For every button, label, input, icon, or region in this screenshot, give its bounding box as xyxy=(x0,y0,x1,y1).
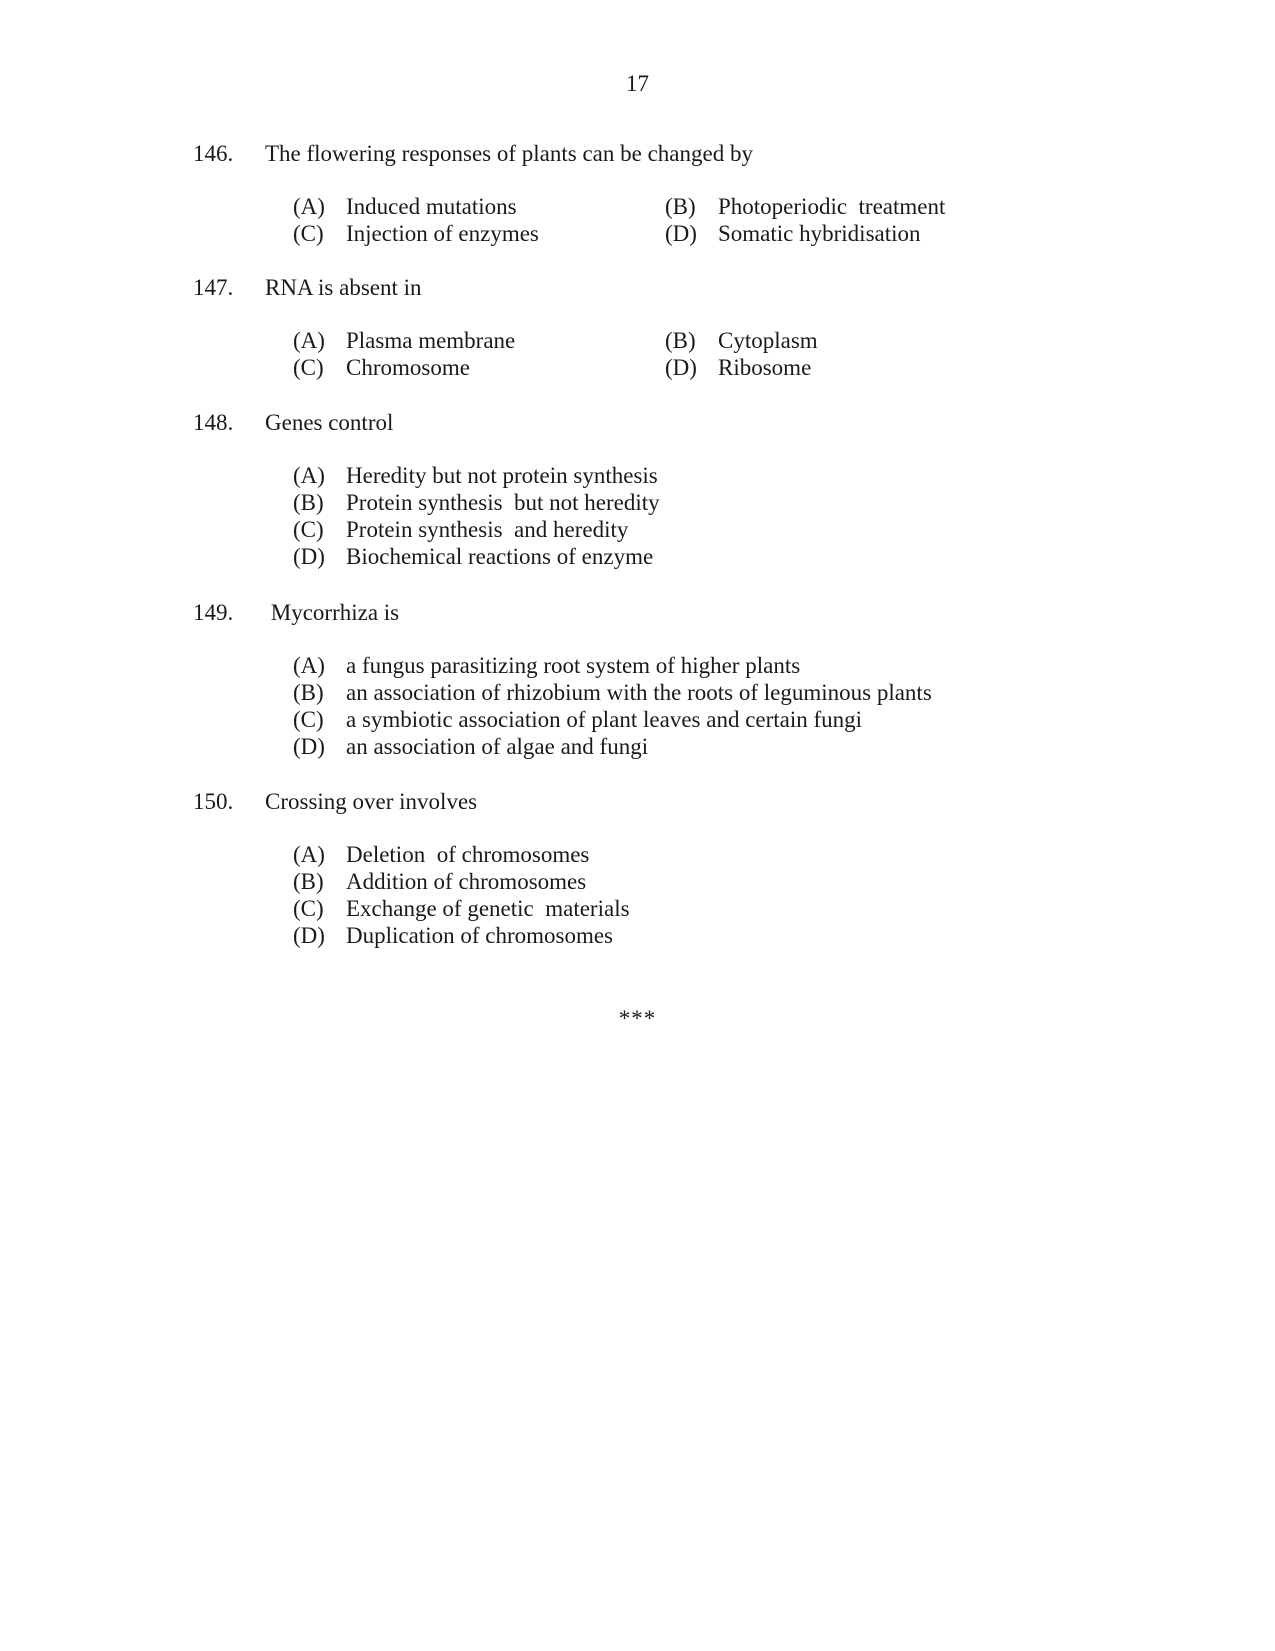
option-c xyxy=(293,354,470,381)
option-letter: (C) xyxy=(293,707,324,732)
option-d xyxy=(293,922,614,949)
option-d xyxy=(293,733,649,760)
question-header xyxy=(193,599,1093,626)
option-text: Plasma membrane xyxy=(346,328,516,353)
option-text: Ribosome xyxy=(718,355,812,380)
option-c xyxy=(293,516,629,543)
question-number: 147. xyxy=(193,275,234,300)
question-number: 148. xyxy=(193,410,234,435)
option-a xyxy=(293,841,590,868)
option-letter: (B) xyxy=(665,328,696,353)
question-number: 149. xyxy=(193,600,234,625)
option-b xyxy=(293,679,932,706)
option-letter: (A) xyxy=(293,653,325,678)
option-letter: (A) xyxy=(293,842,325,867)
option-b xyxy=(293,489,660,516)
option-d xyxy=(293,543,654,570)
question-text: Crossing over involves xyxy=(265,789,478,814)
option-letter: (B) xyxy=(293,869,324,894)
option-letter: (B) xyxy=(293,680,324,705)
option-c xyxy=(293,895,630,922)
question-header xyxy=(193,409,1093,436)
option-a xyxy=(293,327,516,354)
option-letter: (C) xyxy=(293,221,324,246)
question-header xyxy=(193,274,1093,301)
option-letter: (D) xyxy=(293,544,325,569)
option-text: Chromosome xyxy=(346,355,470,380)
option-text: Injection of enzymes xyxy=(346,221,539,246)
option-letter: (D) xyxy=(665,221,697,246)
option-text: a symbiotic association of plant leaves and certain fungi xyxy=(346,707,863,732)
option-letter: (D) xyxy=(293,734,325,759)
question-text: Genes control xyxy=(265,410,394,435)
option-text: Exchange of genetic materials xyxy=(346,896,630,921)
question-148 xyxy=(193,409,1093,569)
option-text: Somatic hybridisation xyxy=(718,221,921,246)
question-header xyxy=(193,140,1093,167)
option-letter: (D) xyxy=(665,355,697,380)
question-150 xyxy=(193,788,1093,948)
question-146 xyxy=(193,140,1093,246)
option-letter: (A) xyxy=(293,463,325,488)
option-text: an association of algae and fungi xyxy=(346,734,649,759)
option-a xyxy=(293,462,658,489)
option-text: an association of rhizobium with the roots of leguminous plants xyxy=(346,680,932,705)
option-c xyxy=(293,220,539,247)
option-text: Protein synthesis but not heredity xyxy=(346,490,660,515)
option-text: Photoperiodic treatment xyxy=(718,194,946,219)
option-a xyxy=(293,652,801,679)
option-letter: (C) xyxy=(293,517,324,542)
question-text: Mycorrhiza is xyxy=(265,600,400,625)
option-b xyxy=(665,193,946,220)
option-letter: (B) xyxy=(293,490,324,515)
option-text: a fungus parasitizing root system of higher plants xyxy=(346,653,801,678)
question-number: 146. xyxy=(193,141,234,166)
question-header xyxy=(193,788,1093,815)
option-letter: (D) xyxy=(293,923,325,948)
option-d xyxy=(665,220,921,247)
page-number: 17 xyxy=(626,71,649,96)
option-letter: (A) xyxy=(293,194,325,219)
option-text: Deletion of chromosomes xyxy=(346,842,590,867)
question-149 xyxy=(193,599,1093,759)
option-b xyxy=(293,868,587,895)
option-text: Biochemical reactions of enzyme xyxy=(346,544,654,569)
question-text: RNA is absent in xyxy=(265,275,422,300)
option-letter: (A) xyxy=(293,328,325,353)
option-text: Heredity but not protein synthesis xyxy=(346,463,658,488)
option-text: Addition of chromosomes xyxy=(346,869,587,894)
option-letter: (C) xyxy=(293,896,324,921)
option-text: Cytoplasm xyxy=(718,328,818,353)
question-number: 150. xyxy=(193,789,234,814)
option-text: Protein synthesis and heredity xyxy=(346,517,629,542)
option-c xyxy=(293,706,863,733)
option-text: Duplication of chromosomes xyxy=(346,923,614,948)
question-147 xyxy=(193,274,1093,380)
option-letter: (B) xyxy=(665,194,696,219)
option-b xyxy=(665,327,818,354)
option-d xyxy=(665,354,812,381)
option-a xyxy=(293,193,517,220)
end-marker: *** xyxy=(618,1006,657,1031)
question-text: The flowering responses of plants can be changed by xyxy=(265,141,753,166)
option-text: Induced mutations xyxy=(346,194,517,219)
option-letter: (C) xyxy=(293,355,324,380)
